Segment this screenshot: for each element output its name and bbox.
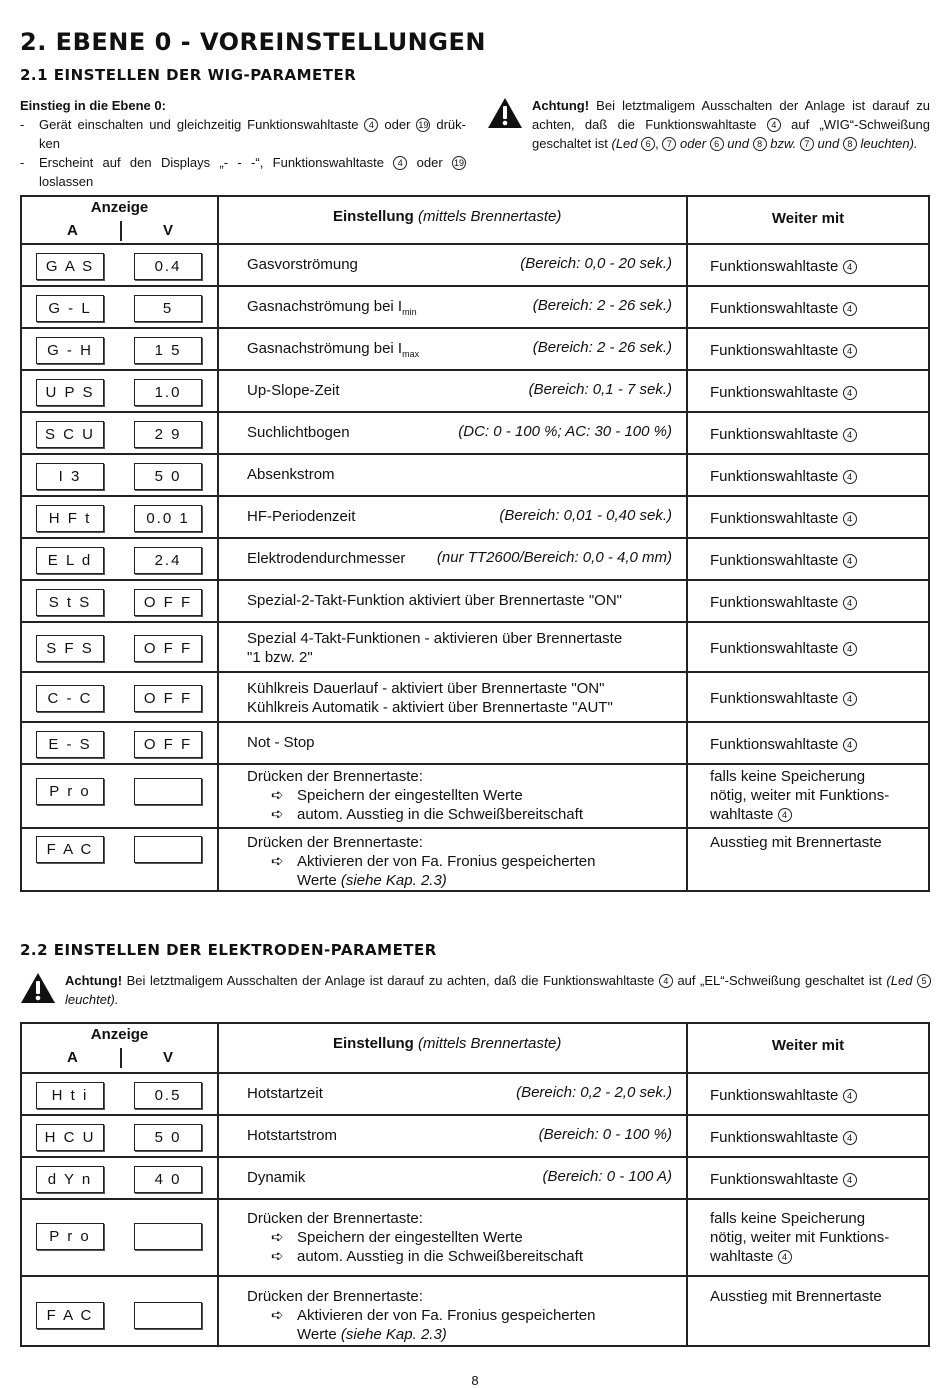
row-description: Hotstartzeit [247, 1085, 323, 1102]
table-row [22, 579, 928, 621]
display-a: H F t [36, 505, 104, 532]
page-number: 8 [471, 1373, 479, 1388]
display-v: 2.4 [134, 547, 202, 574]
row-next: falls keine Speicherung nötig, weiter mit Funktions- wahltaste 4 [710, 768, 890, 823]
circled-number: 4 [843, 302, 857, 316]
table-row [22, 671, 928, 721]
display-a: U P S [36, 379, 104, 406]
display-v [134, 836, 202, 863]
display-a: S C U [36, 421, 104, 448]
display-v: O F F [134, 685, 202, 712]
warning-bold: Achtung! [65, 973, 123, 988]
row-next: Funktionswahltaste 4 [710, 509, 920, 528]
row-next: Funktionswahltaste 4 [710, 1170, 920, 1189]
row-next: Funktionswahltaste 4 [710, 1086, 920, 1105]
circled-number: 4 [659, 974, 673, 988]
table-row [22, 495, 928, 537]
display-v: O F F [134, 635, 202, 662]
display-a: C - C [36, 685, 104, 712]
row-description: Drücken der Brennertaste: ➪ Speichern der eingestellten Werte ➪ autom. Ausstieg in die Schweißbereitschaft [247, 768, 583, 823]
warning-italic: und [727, 136, 749, 151]
table-header-row [22, 197, 928, 243]
header-v: V [163, 222, 174, 239]
row-range: (Bereich: 0,0 - 20 sek.) [520, 255, 672, 272]
display-v: 5 0 [134, 1124, 202, 1151]
table-row-pro [22, 1198, 928, 1275]
intro-item-1-text: Gerät einschalten und gleichzeitig Funktionswahltaste [39, 117, 359, 132]
intro-item-2: - Erscheint auf den Displays „- - -“, Funktionswahltaste 4 oder 19 loslassen [20, 155, 464, 189]
row-description: Spezial 4-Takt-Funktionen - aktivieren über Brennertaste "1 bzw. 2" [247, 630, 623, 666]
circled-number: 4 [778, 808, 792, 822]
display-v: 5 [134, 295, 202, 322]
intro-item-2-text: Erscheint auf den Displays „- - -“, Funktionswahltaste [39, 155, 384, 170]
row-range: (Bereich: 0,1 - 7 sek.) [528, 381, 672, 398]
row-next: Funktionswahltaste 4 [710, 341, 920, 360]
display-a: P r o [36, 1223, 104, 1250]
row-range: (nur TT2600/Bereich: 0,0 - 4,0 mm) [436, 549, 672, 566]
display-v: O F F [134, 589, 202, 616]
warning-italic: bzw. [770, 136, 797, 151]
circled-number: 7 [800, 137, 814, 151]
intro-item-1-mid: oder [384, 117, 411, 132]
row-next: Funktionswahltaste 4 [710, 467, 920, 486]
circled-number: 4 [843, 386, 857, 400]
circled-number: 4 [767, 118, 781, 132]
circled-number: 8 [753, 137, 767, 151]
row-range: (Bereich: 2 - 26 sek.) [532, 339, 672, 356]
row-next: Funktionswahltaste 4 [710, 735, 920, 754]
circled-number: 4 [843, 692, 857, 706]
row-next: Funktionswahltaste 4 [710, 1128, 920, 1147]
circled-number: 4 [843, 1131, 857, 1145]
circled-number: 4 [843, 554, 857, 568]
table-row [22, 243, 928, 285]
row-next: Funktionswahltaste 4 [710, 639, 920, 658]
row-range: (Bereich: 0,2 - 2,0 sek.) [516, 1084, 672, 1101]
header-weiter: Weiter mit [771, 1037, 845, 1054]
warning-text-2: auf „EL“-Schweißung geschaltet ist [677, 973, 882, 988]
row-next: Funktionswahltaste 4 [710, 425, 920, 444]
table-row [22, 1072, 928, 1114]
circled-number: 4 [843, 428, 857, 442]
circled-number: 4 [843, 1089, 857, 1103]
table-row [22, 285, 928, 327]
subsection-title-elektroden: 2.2 EINSTELLEN DER ELEKTRODEN-PARAMETER [20, 941, 437, 959]
display-a: H C U [36, 1124, 104, 1151]
display-v: 1.0 [134, 379, 202, 406]
table-row-fac [22, 1275, 928, 1345]
header-einstellung: Einstellung (mittels Brennertaste) [333, 1035, 562, 1052]
display-v [134, 1302, 202, 1329]
warning-text-elektroden [65, 971, 931, 1009]
row-description: Hotstartstrom [247, 1127, 338, 1144]
intro-item-1-end: drük-ken [39, 117, 466, 151]
warning-italic: leuchtet). [65, 992, 119, 1007]
warning-italic: (Led [886, 973, 913, 988]
row-next: Funktionswahltaste 4 [710, 593, 920, 612]
warning-italic: leuchten). [860, 136, 918, 151]
circled-number: 4 [843, 596, 857, 610]
row-next: Funktionswahltaste 4 [710, 551, 920, 570]
row-description: Gasnachströmung bei $I_{min}$ [247, 298, 417, 317]
row-range: (DC: 0 - 100 %; AC: 30 - 100 %) [458, 423, 672, 440]
row-description: Suchlichtbogen [247, 424, 350, 441]
row-description: Dynamik [247, 1169, 306, 1186]
header-anzeige: Anzeige [90, 199, 149, 216]
warning-bold: Achtung! [532, 98, 590, 113]
intro-item-2-mid: oder [416, 155, 443, 170]
circled-number: 4 [843, 1173, 857, 1187]
row-description: Not - Stop [247, 734, 315, 751]
warning-text: Bei letztmaligem Ausschalten der Anlage ist darauf zu achten, daß die Funktionswahltaste [532, 98, 930, 132]
table-row-fac [22, 827, 928, 890]
display-a: F A C [36, 1302, 104, 1329]
row-description: Gasvorströmung [247, 256, 358, 273]
circled-number: 7 [662, 137, 676, 151]
row-next: Funktionswahltaste 4 [710, 257, 920, 276]
row-next: Funktionswahltaste 4 [710, 299, 920, 318]
display-v: 4 0 [134, 1166, 202, 1193]
display-v [134, 778, 202, 805]
row-range: (Bereich: 0 - 100 %) [538, 1126, 672, 1143]
circled-number: 4 [843, 738, 857, 752]
warning-icon [20, 972, 56, 1004]
elektroden-parameter-table [20, 1022, 930, 1347]
display-a: G A S [36, 253, 104, 280]
section-title: 2. EBENE 0 - VOREINSTELLUNGEN [20, 28, 486, 56]
intro-label: Einstieg in die Ebene 0: [20, 98, 166, 113]
table-row [22, 1156, 928, 1198]
circled-number: 4 [843, 344, 857, 358]
circled-number: 8 [843, 137, 857, 151]
subsection-title-wig: 2.1 EINSTELLEN DER WIG-PARAMETER [20, 66, 357, 84]
header-a: A [67, 1049, 78, 1066]
warning-text: Bei letztmaligem Ausschalten der Anlage ist darauf zu achten, daß die Funktionswahltaste [126, 973, 655, 988]
display-a: F A C [36, 836, 104, 863]
row-description: Gasnachströmung bei $I_{max}$ [247, 340, 420, 359]
table-row [22, 327, 928, 369]
row-next: Ausstieg mit Brennertaste [710, 1288, 882, 1305]
display-v: 0.0 1 [134, 505, 202, 532]
display-v [134, 1223, 202, 1250]
header-v: V [163, 1049, 174, 1066]
circled-number: 4 [843, 470, 857, 484]
warning-icon [487, 97, 523, 129]
row-description: HF-Periodenzeit [247, 508, 356, 525]
warning-text-2: auf „WIG“-Schweißung geschaltet ist [532, 117, 930, 151]
row-next: Funktionswahltaste 4 [710, 689, 920, 708]
circled-number: 4 [843, 260, 857, 274]
row-range: (Bereich: 2 - 26 sek.) [532, 297, 672, 314]
table-row [22, 621, 928, 671]
header-a: A [67, 222, 78, 239]
header-einstellung: Einstellung (mittels Brennertaste) [333, 208, 562, 225]
circled-number: 4 [843, 642, 857, 656]
table-row [22, 411, 928, 453]
display-a: H t i [36, 1082, 104, 1109]
display-a: P r o [36, 778, 104, 805]
circled-number: 4 [364, 118, 378, 132]
circled-number: 4 [843, 512, 857, 526]
display-a: d Y n [36, 1166, 104, 1193]
circled-number: 19 [453, 158, 464, 168]
row-next: falls keine Speicherung nötig, weiter mit Funktions- wahltaste 4 [710, 1210, 890, 1265]
display-a: E - S [36, 731, 104, 758]
circled-number: 6 [641, 137, 655, 151]
circled-number: 6 [710, 137, 724, 151]
circled-number: 5 [917, 974, 931, 988]
row-description: Spezial-2-Takt-Funktion aktiviert über Brennertaste "ON" [247, 592, 622, 609]
display-v: 0.5 [134, 1082, 202, 1109]
warning-italic: und [817, 136, 840, 151]
circled-number: 19 [418, 120, 429, 130]
warning-text-wig: Achtung! Bei letztmaligem Ausschalten der Anlage ist darauf zu achten, daß die Funktionswahltaste 4 auf „WIG“-Schweißung geschaltet ist (Led 6 , 7 oder 6 und 8 bzw. 7 und 8 leuchten). [532, 98, 930, 151]
display-v: 5 0 [134, 463, 202, 490]
row-description: Absenkstrom [247, 466, 335, 483]
row-description: Drücken der Brennertaste: ➪ Aktivieren der von Fa. Fronius gespeicherten Werte (siehe Kap. 2.3) [247, 834, 596, 889]
row-description: Drücken der Brennertaste: ➪ Speichern der eingestellten Werte ➪ autom. Ausstieg in die Schweißbereitschaft [247, 1210, 583, 1265]
table-row [22, 537, 928, 579]
warning-italic: oder [680, 136, 707, 151]
table-row [22, 721, 928, 763]
table-header-row [22, 1024, 928, 1072]
display-a: S F S [36, 635, 104, 662]
intro-block [20, 96, 466, 191]
display-a: S t S [36, 589, 104, 616]
display-a: E L d [36, 547, 104, 574]
row-next: Ausstieg mit Brennertaste [710, 834, 882, 851]
table-row [22, 1114, 928, 1156]
display-a: G - H [36, 337, 104, 364]
display-v: O F F [134, 731, 202, 758]
table-row-pro [22, 763, 928, 827]
row-description: Elektrodendurchmesser [247, 550, 406, 567]
row-range: (Bereich: 0,01 - 0,40 sek.) [499, 507, 672, 524]
circled-number: 4 [778, 1250, 792, 1264]
display-v: 2 9 [134, 421, 202, 448]
row-next: Funktionswahltaste 4 [710, 383, 920, 402]
row-description: Drücken der Brennertaste: ➪ Aktivieren der von Fa. Fronius gespeicherten Werte (siehe Kap. 2.3) [247, 1288, 596, 1343]
warning-italic: (Led [611, 136, 638, 151]
header-anzeige: Anzeige [90, 1026, 149, 1043]
row-range: (Bereich: 0 - 100 A) [542, 1168, 672, 1185]
circled-number: 4 [393, 156, 407, 170]
display-v: 1 5 [134, 337, 202, 364]
row-description: Up-Slope-Zeit [247, 382, 340, 399]
wig-parameter-table [20, 195, 930, 892]
row-description: Kühlkreis Dauerlauf - aktiviert über Brennertaste "ON" Kühlkreis Automatik - aktiviert über Brennertaste "AUT" [247, 680, 613, 716]
display-a: G - L [36, 295, 104, 322]
header-weiter: Weiter mit [771, 210, 845, 227]
display-v: 0.4 [134, 253, 202, 280]
intro-item-2-end: loslassen [39, 174, 94, 189]
table-row [22, 453, 928, 495]
table-row [22, 369, 928, 411]
display-a: I 3 [36, 463, 104, 490]
intro-item-1: - Gerät einschalten und gleichzeitig Funktionswahltaste 4 oder 19 drük-ken [20, 117, 466, 151]
